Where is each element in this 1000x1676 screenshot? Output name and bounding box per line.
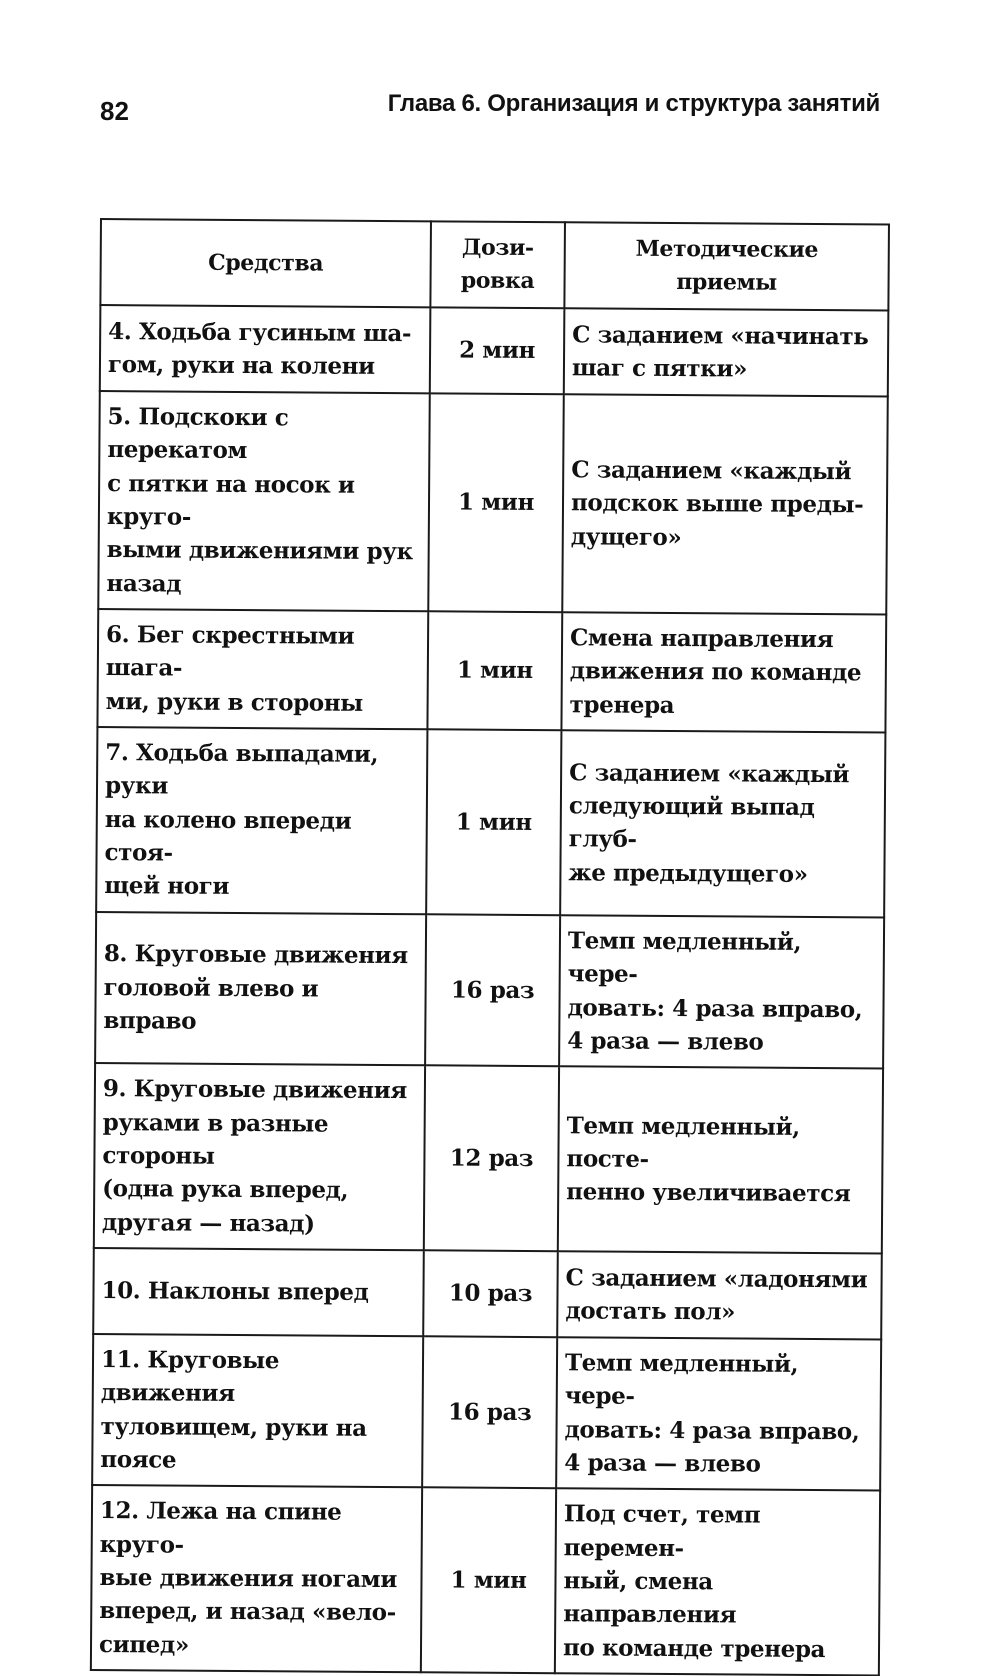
cell-means: 7. Ходьба выпадами, руки на колено впереди стоя- щей ноги <box>96 727 427 914</box>
cell-method: С заданием «ладонями достать пол» <box>557 1251 882 1339</box>
exercise-table <box>90 218 890 1676</box>
table-row <box>96 727 885 917</box>
cell-dose: 2 мин <box>430 307 565 394</box>
cell-means: 8. Круговые движения головой влево и вправо <box>95 912 426 1066</box>
page-number: 82 <box>100 96 129 126</box>
cell-dose: 1 мин <box>426 729 561 915</box>
table-row <box>91 1485 880 1675</box>
table-row <box>94 1063 883 1253</box>
table-row <box>92 1334 881 1491</box>
cell-means: 6. Бег скрестными шага- ми, руки в стороны <box>97 609 428 729</box>
table-row <box>93 1248 882 1339</box>
cell-means: 11. Круговые движения туловищем, руки на поясе <box>92 1334 423 1488</box>
table-row <box>97 609 886 733</box>
cell-dose: 1 мин <box>421 1488 556 1674</box>
table-row <box>100 305 889 396</box>
cell-means: 12. Лежа на спине круго- вые движения ногами вперед, и назад «вело- сипед» <box>91 1485 422 1672</box>
header-method: Методические приемы <box>564 222 889 310</box>
table-row <box>98 391 888 615</box>
cell-method: Смена направления движения по команде тренера <box>561 612 886 732</box>
cell-means: 10. Наклоны вперед <box>93 1248 424 1336</box>
cell-dose: 16 раз <box>422 1336 557 1488</box>
cell-method: С заданием «каждый следующий выпад глуб- же предыдущего» <box>560 730 885 917</box>
cell-method: Темп медленный, посте- пенно увеличивается <box>558 1066 883 1253</box>
cell-method: Темп медленный, чере- довать: 4 раза вправо, 4 раза — влево <box>559 915 884 1069</box>
cell-means: 4. Ходьба гусиным ша- гом, руки на колени <box>100 305 431 393</box>
header-means: Средства <box>100 219 431 307</box>
cell-dose: 10 раз <box>423 1250 558 1337</box>
cell-method: С заданием «каждый подскок выше преды- дущего» <box>562 394 888 614</box>
table-header-row <box>100 219 889 310</box>
cell-dose: 16 раз <box>425 914 560 1066</box>
chapter-title: Глава 6. Организация и структура занятий <box>387 90 880 117</box>
cell-dose: 12 раз <box>424 1065 559 1251</box>
cell-dose: 1 мин <box>427 611 562 730</box>
cell-method: Под счет, темп перемен- ный, смена направления по команде тренера <box>555 1488 880 1675</box>
header-dose: Дози- ровка <box>430 221 565 308</box>
cell-dose: 1 мин <box>428 393 564 612</box>
cell-means: 5. Подскоки с перекатом с пятки на носок и круго- выми движениями рук назад <box>98 391 430 611</box>
cell-method: Темп медленный, чере- довать: 4 раза вправо, 4 раза — влево <box>556 1337 881 1491</box>
cell-method: С заданием «начинать шаг с пятки» <box>564 308 889 396</box>
table-row <box>95 912 884 1069</box>
cell-means: 9. Круговые движения руками в разные стороны (одна рука вперед, другая — назад) <box>94 1063 425 1250</box>
